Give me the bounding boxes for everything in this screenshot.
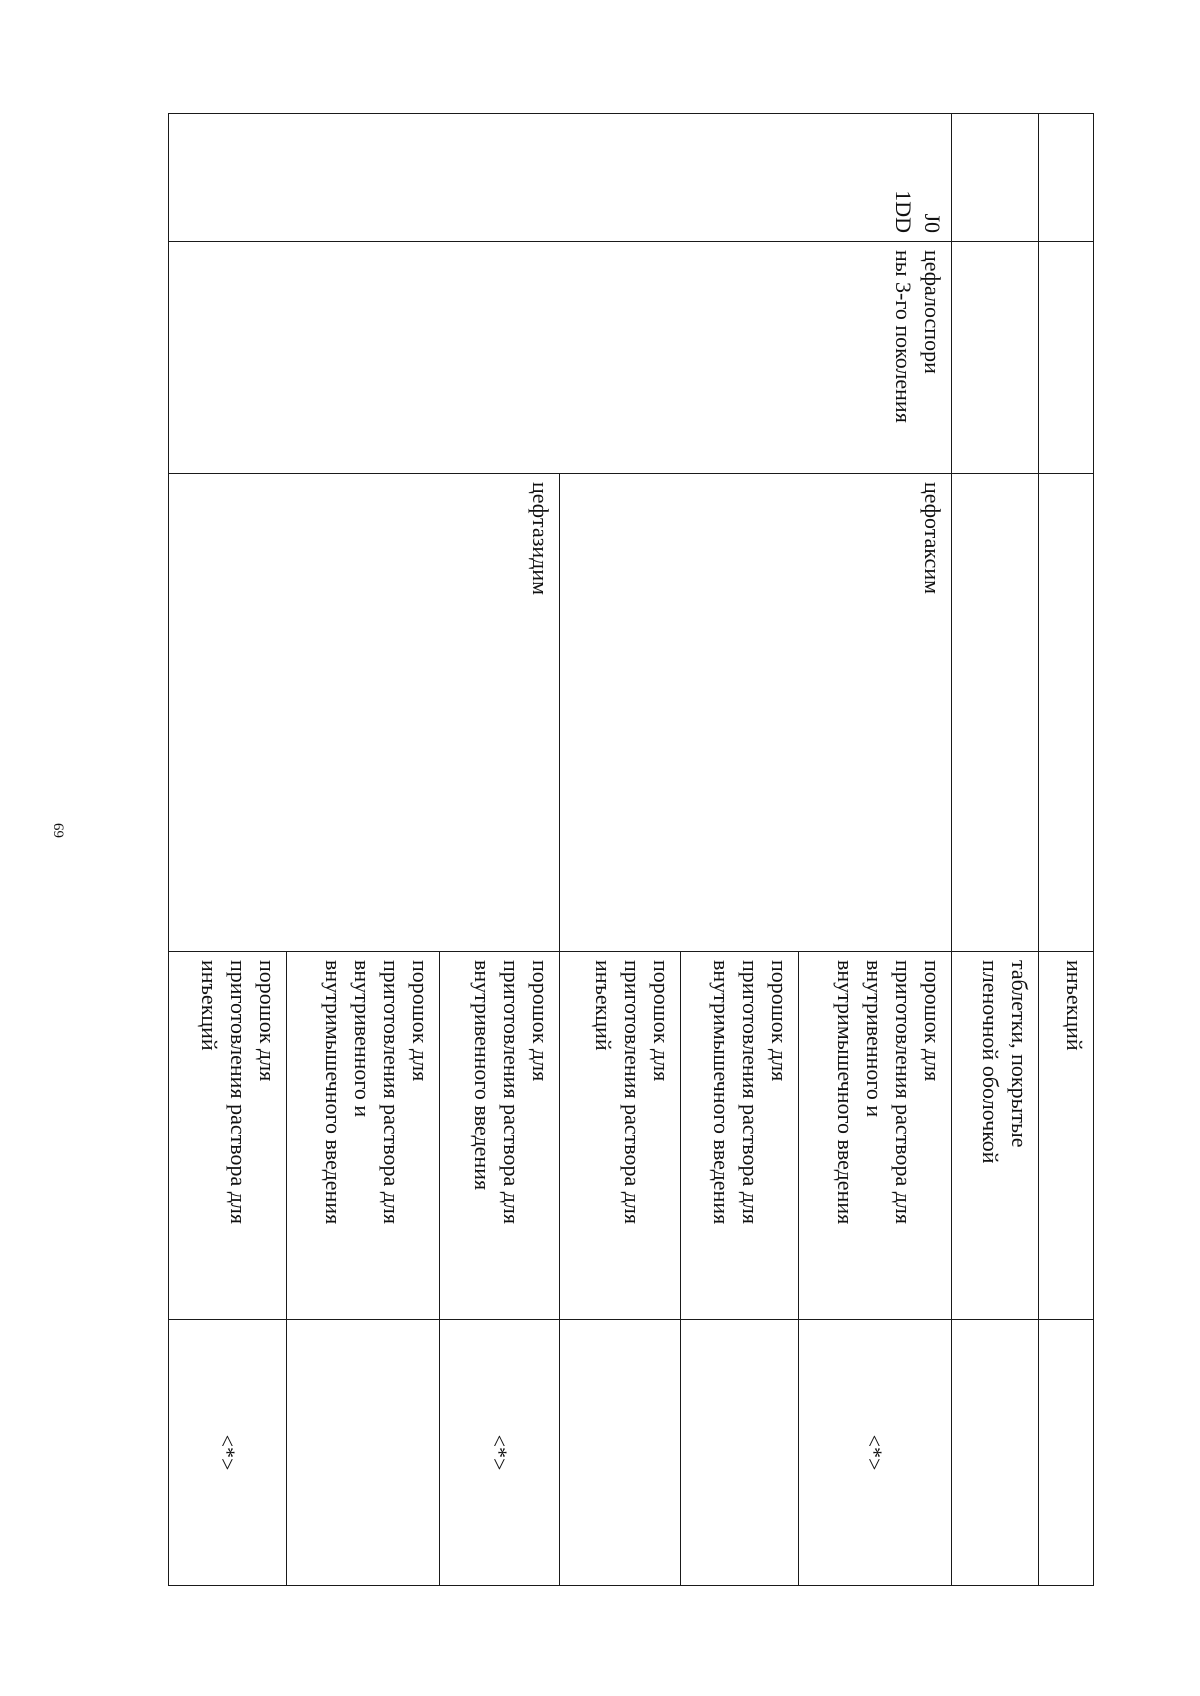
form-cell: порошок для приготовления раствора для инъекций	[169, 952, 287, 1320]
table-row	[951, 114, 1038, 1586]
mark-cell: <*>	[169, 1320, 287, 1586]
drug-cell	[1039, 474, 1094, 952]
drug-cell	[951, 474, 1038, 952]
table-row	[1039, 114, 1094, 1586]
code-cell	[951, 114, 1038, 242]
group-name-cell: цефалоспори ны 3-го поколения	[169, 242, 952, 474]
drug-name-cell: цефтазидим	[169, 474, 560, 952]
code-cell	[1039, 114, 1094, 242]
mark-cell: <*>	[798, 1320, 951, 1586]
form-cell: порошок для приготовления раствора для внутримышечного введения	[680, 952, 798, 1320]
mark-cell: <*>	[440, 1320, 560, 1586]
form-cell: порошок для приготовления раствора для внутривенного и внутримышечного введения	[798, 952, 951, 1320]
form-cell: порошок для приготовления раствора для внутривенного введения	[440, 952, 560, 1320]
form-cell: порошок для приготовления раствора для внутривенного и внутримышечного введения	[287, 952, 440, 1320]
mark-cell	[560, 1320, 680, 1586]
group-cell	[1039, 242, 1094, 474]
mark-cell	[1039, 1320, 1094, 1586]
form-cell: порошок для приготовления раствора для инъекций	[560, 952, 680, 1320]
mark-cell	[287, 1320, 440, 1586]
drug-table	[168, 113, 1094, 1586]
rotated-table-container	[168, 113, 1094, 1585]
drug-name-cell: цефотаксим	[560, 474, 951, 952]
page-number: 69	[51, 823, 68, 838]
table-row	[798, 114, 951, 1586]
group-cell	[951, 242, 1038, 474]
form-cell: инъекций	[1039, 952, 1094, 1320]
mark-cell	[951, 1320, 1038, 1586]
atc-code-cell: J0 1DD	[169, 114, 952, 242]
form-cell: таблетки, покрытые пленочной оболочкой	[951, 952, 1038, 1320]
mark-cell	[680, 1320, 798, 1586]
